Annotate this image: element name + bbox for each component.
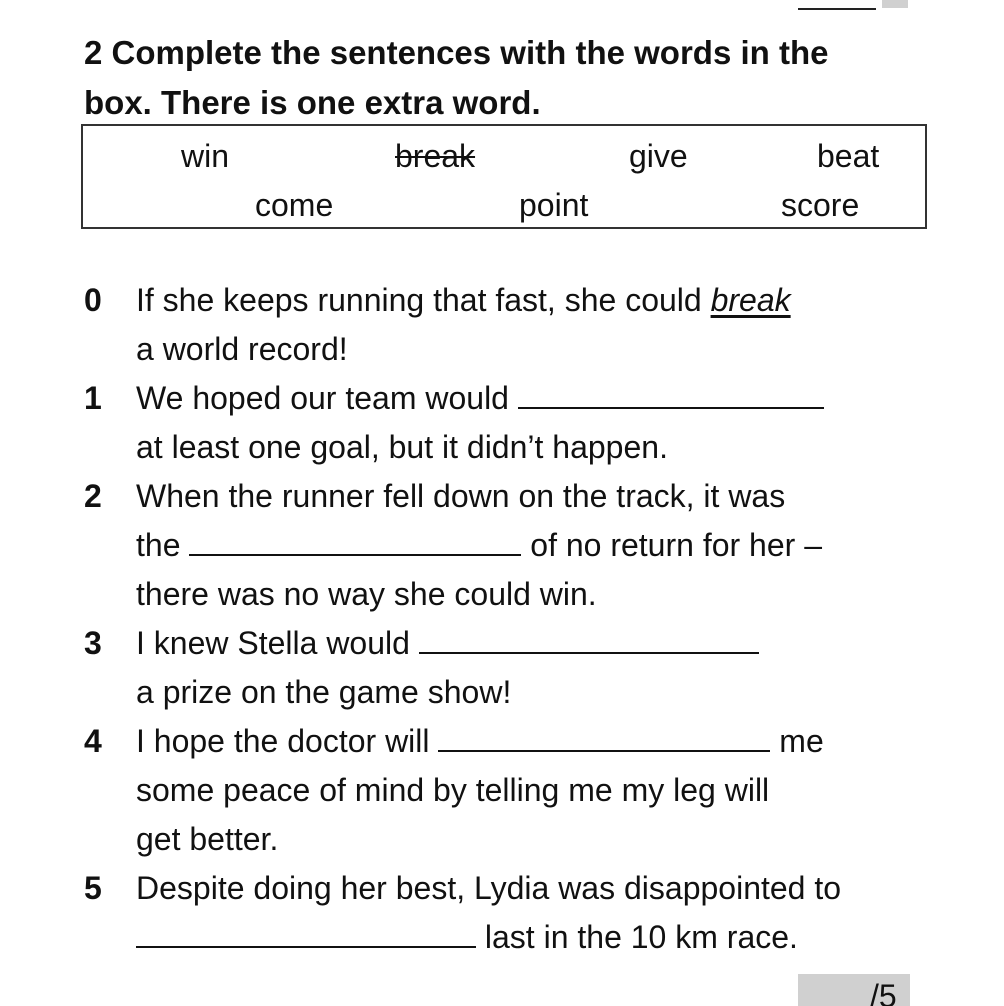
score-total: /5 [870, 978, 897, 1006]
item-number: 4 [84, 723, 102, 759]
heading-line-1: 2 Complete the sentences with the words in the [84, 34, 829, 71]
example-answer: break [710, 282, 791, 318]
word-score: score [781, 187, 860, 223]
previous-score-box [798, 0, 910, 12]
sentence-item-1 [84, 374, 964, 472]
word-beat: beat [817, 138, 880, 174]
sentence-item-3 [84, 619, 964, 717]
item-text: of no return for her – [521, 527, 822, 563]
item-text: I hope the doctor will [136, 723, 439, 759]
word-come: come [255, 187, 334, 223]
item-text: a prize on the game show! [136, 674, 512, 710]
answer-blank-1[interactable] [518, 377, 824, 409]
item-text: get better. [136, 821, 279, 857]
item-text: When the runner fell down on the track, it was [136, 478, 786, 514]
item-text: the [136, 527, 190, 563]
item-text: at least one goal, but it didn’t happen. [136, 429, 668, 465]
item-number: 5 [84, 870, 102, 906]
item-text: me [770, 723, 824, 759]
item-text: a world record! [136, 331, 348, 367]
word-break-crossed: break [395, 138, 476, 174]
word-win: win [181, 138, 230, 174]
item-number: 0 [84, 282, 102, 318]
item-text: there was no way she could win. [136, 576, 597, 612]
item-number: 2 [84, 478, 102, 514]
item-text: If she keeps running that fast, she could [136, 282, 711, 318]
sentence-item-4 [84, 717, 964, 864]
item-text: We hoped our team would [136, 380, 518, 416]
item-number: 1 [84, 380, 102, 416]
exercise-heading [84, 28, 944, 128]
answer-blank-2[interactable] [189, 524, 521, 556]
sentence-item-5 [84, 864, 964, 962]
item-text: last in the 10 km race. [476, 919, 798, 955]
answer-blank-5[interactable] [136, 916, 476, 948]
item-text: some peace of mind by telling me my leg will [136, 772, 770, 808]
sentence-item-2 [84, 472, 964, 619]
answer-blank-3[interactable] [419, 622, 759, 654]
word-give: give [629, 138, 688, 174]
word-point: point [519, 187, 589, 223]
score-line [798, 8, 876, 10]
item-text: I knew Stella would [136, 625, 419, 661]
item-text: Despite doing her best, Lydia was disappointed to [136, 870, 842, 906]
heading-line-2: box. There is one extra word. [84, 84, 541, 121]
score-box [798, 974, 910, 1006]
word-box [81, 124, 927, 229]
score-shade [882, 0, 908, 8]
sentence-list [84, 276, 964, 962]
answer-blank-4[interactable] [438, 720, 770, 752]
item-number: 3 [84, 625, 102, 661]
sentence-item-0 [84, 276, 964, 374]
